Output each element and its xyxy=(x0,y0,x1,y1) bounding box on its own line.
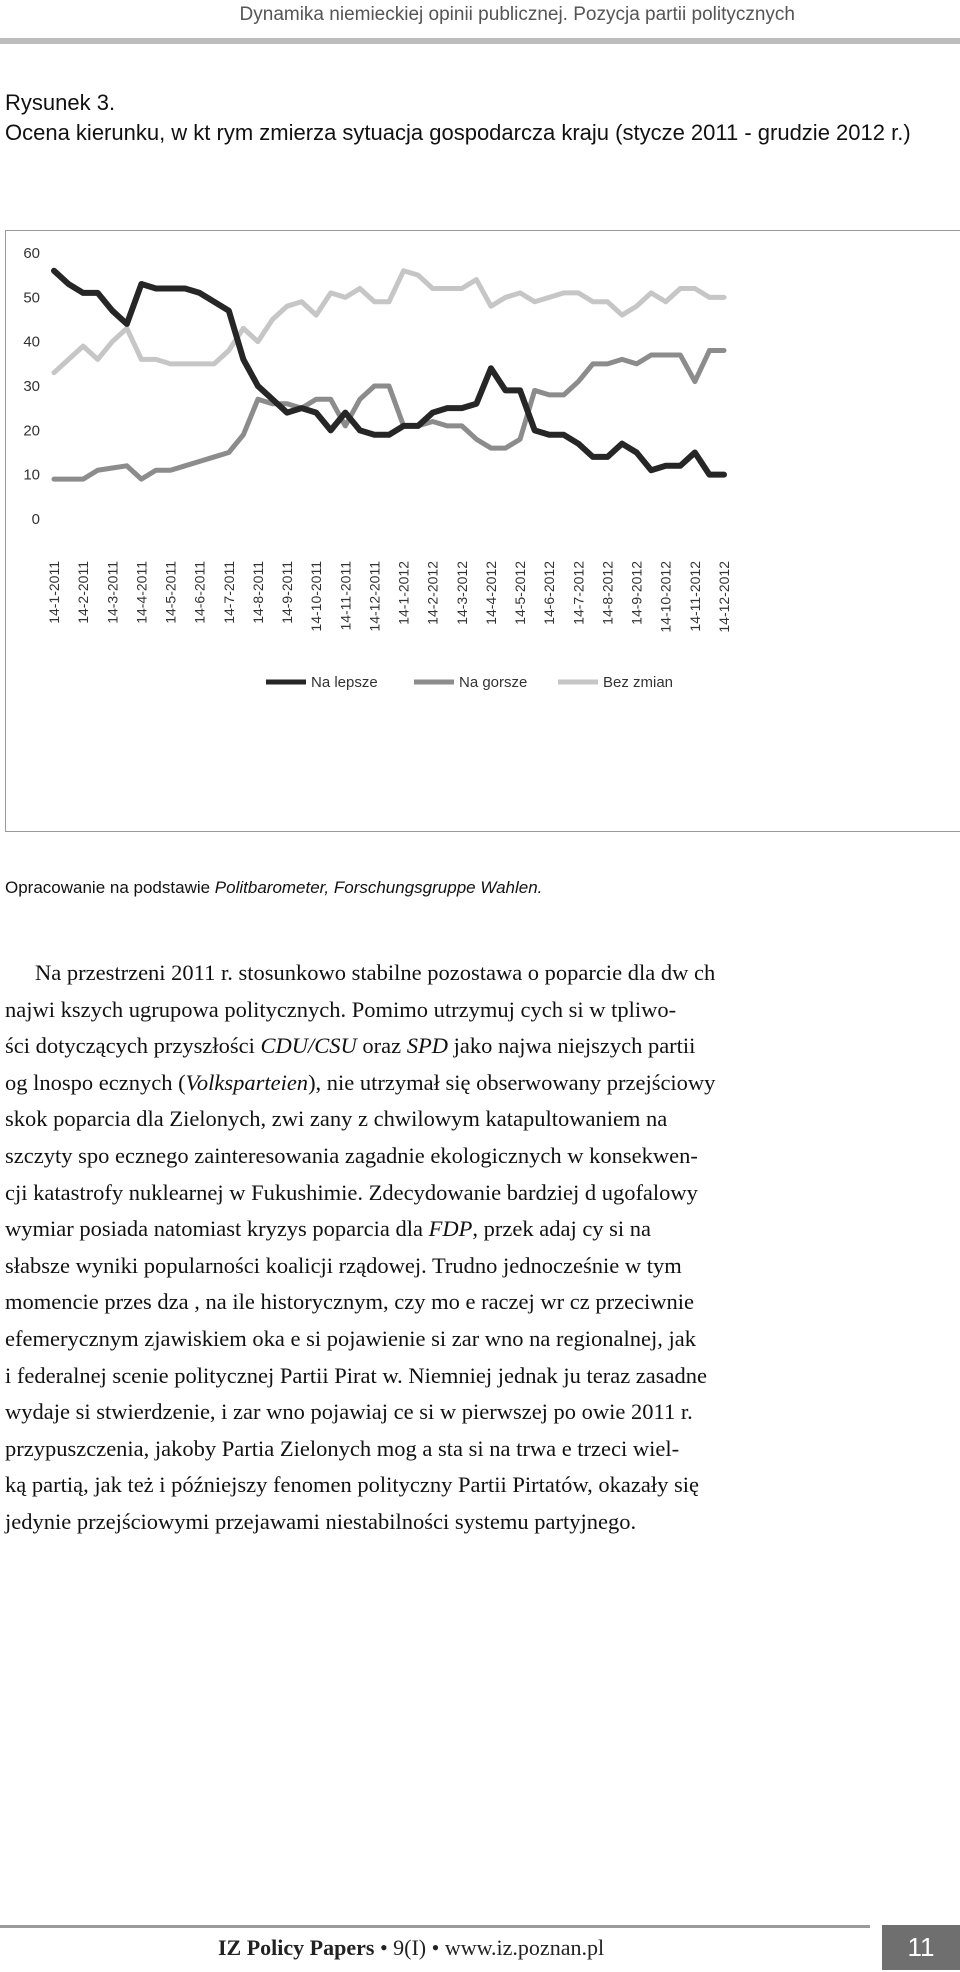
running-title: Dynamika niemieckiej opinii publicznej. Pozycja partii politycznych xyxy=(239,4,795,25)
x-tick-label: 14-5-2012 xyxy=(512,561,529,625)
x-tick-label: 14-12-2012 xyxy=(716,561,732,633)
figure-caption: Ocena kierunku, w kt rym zmierza sytuacja gospodarcza kraju (stycze 2011 - grudzie 2012 r.) xyxy=(5,120,911,145)
header-rule xyxy=(0,38,960,44)
body-line: przypuszczenia, jakoby Partia Zielonych mog a sta si na trwa e trzeci wiel- xyxy=(5,1435,680,1461)
source-prefix: Opracowanie na podstawie xyxy=(5,878,215,897)
x-tick-label: 14-4-2012 xyxy=(482,561,499,625)
x-tick-label: 14-12-2011 xyxy=(366,561,383,632)
italic-term: FDP xyxy=(428,1216,473,1242)
body-line: ką partią, jak też i późniejszy fenomen polityczny Partii Pirtatów, okazały się xyxy=(5,1472,699,1498)
x-tick-label: 14-10-2011 xyxy=(308,561,325,632)
source-title: Politbarometer, Forschungsgruppe Wahlen. xyxy=(214,878,543,897)
page-number: 11 xyxy=(882,1925,960,1970)
body-paragraph xyxy=(5,955,960,1541)
running-header xyxy=(0,0,960,40)
x-tick-label: 14-9-2011 xyxy=(279,561,296,624)
x-tick-label: 14-6-2012 xyxy=(541,561,558,625)
line-chart xyxy=(5,230,960,832)
body-line: cji katastrofy nuklearnej w Fukushimie. Zdecydowanie bardziej d ugofalowy xyxy=(5,1179,698,1205)
y-tick-label: 0 xyxy=(31,511,40,528)
x-tick-label: 14-11-2012 xyxy=(686,561,703,632)
italic-term: Volksparteien xyxy=(185,1069,309,1095)
y-tick-label: 20 xyxy=(23,422,40,440)
body-line: słabsze wyniki popularności koalicji rządowej. Trudno jednocześnie w tym xyxy=(5,1252,682,1278)
figure-label: Rysunek 3. xyxy=(5,90,116,115)
x-tick-label: 14-3-2012 xyxy=(453,561,470,625)
x-tick-label: 14-3-2011 xyxy=(104,561,121,624)
legend-label: Na lepsze xyxy=(311,674,378,691)
x-tick-label: 14-10-2012 xyxy=(657,561,674,633)
x-tick-label: 14-2-2012 xyxy=(424,561,441,625)
footer-journal xyxy=(218,1935,604,1961)
figure-title xyxy=(5,88,955,148)
body-line: wymiar posiada natomiast kryzys poparcia dla FDP, przek adaj cy si na xyxy=(5,1216,652,1242)
body-line: og lnospo ecznych (Volksparteien), nie utrzymał się obserwowany przejściowy xyxy=(5,1069,716,1095)
page-footer xyxy=(0,1925,960,1970)
x-tick-label: 14-6-2011 xyxy=(191,561,208,624)
x-tick-label: 14-8-2011 xyxy=(249,561,266,624)
italic-term: CDU/CSU xyxy=(260,1033,357,1059)
x-tick-label: 14-7-2012 xyxy=(570,561,587,625)
x-tick-label: 14-9-2012 xyxy=(628,561,645,625)
x-tick-label: 14-1-2011 xyxy=(46,561,62,624)
body-line: wydaje si stwierdzenie, i zar wno pojawiaj ce si w pierwszej po owie 2011 r. xyxy=(5,1399,693,1425)
body-line: momencie przes dza , na ile historycznym, czy mo e raczej wr cz przeciwnie xyxy=(5,1289,695,1315)
x-tick-label: 14-1-2012 xyxy=(395,561,412,625)
footer-rule xyxy=(0,1925,870,1928)
journal-name: IZ Policy Papers xyxy=(218,1935,375,1960)
x-tick-label: 14-5-2011 xyxy=(162,561,179,624)
body-line: efemerycznym zjawiskiem oka e si pojawienie si zar wno na regionalnej, jak xyxy=(5,1325,696,1351)
series-line-1 xyxy=(54,351,724,480)
body-line: ści dotyczących przyszłości CDU/CSU oraz SPD jako najwa niejszych partii xyxy=(5,1033,696,1059)
body-line: szczyty spo ecznego zainteresowania zagadnie ekologicznych w konsekwen- xyxy=(5,1142,698,1168)
legend-label: Bez zmian xyxy=(603,674,674,691)
x-tick-label: 14-7-2011 xyxy=(220,561,237,624)
y-tick-label: 30 xyxy=(23,378,40,395)
y-tick-label: 60 xyxy=(23,245,40,262)
x-tick-label: 14-11-2011 xyxy=(337,561,354,631)
chart-svg xyxy=(6,231,960,831)
y-tick-label: 10 xyxy=(23,466,40,484)
journal-issue: • 9(I) • www.iz.poznan.pl xyxy=(374,1935,605,1960)
legend-label: Na gorsze xyxy=(459,674,528,691)
body-line: skok poparcia dla Zielonych, zwi zany z chwilowym katapultowaniem na xyxy=(5,1106,668,1132)
y-tick-label: 40 xyxy=(23,333,40,351)
x-tick-label: 14-8-2012 xyxy=(599,561,616,625)
body-line: i federalnej scenie politycznej Partii Pirat w. Niemniej jednak ju teraz zasadne xyxy=(5,1362,708,1388)
x-tick-label: 14-2-2011 xyxy=(75,561,92,624)
italic-term: SPD xyxy=(406,1033,449,1059)
y-tick-label: 50 xyxy=(23,289,40,307)
body-line: jedynie przejściowymi przejawami niestabilności systemu partyjnego. xyxy=(5,1508,637,1534)
body-line: najwi kszych ugrupowa politycznych. Pomimo utrzymuj cych si w tpliwo- xyxy=(5,996,677,1022)
paragraph xyxy=(5,955,960,1541)
figure-source xyxy=(5,878,542,898)
x-tick-label: 14-4-2011 xyxy=(133,561,150,624)
body-line: Na przestrzeni 2011 r. stosunkowo stabilne pozostawa o poparcie dla dw ch xyxy=(35,960,716,985)
